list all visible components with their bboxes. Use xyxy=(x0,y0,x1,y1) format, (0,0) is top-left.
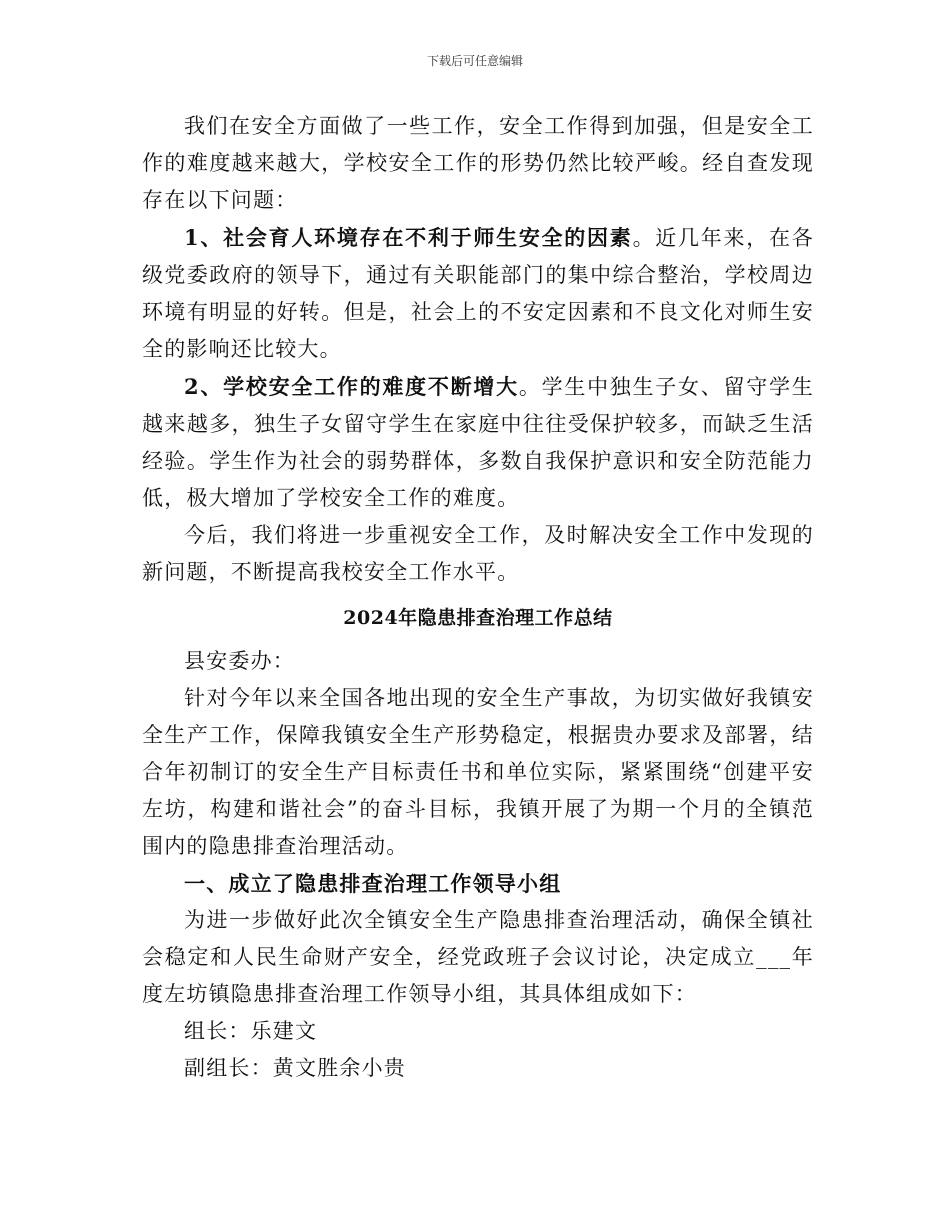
closing-paragraph: 今后，我们将进一步重视安全工作，及时解决安全工作中发现的新问题，不断提高我校安全工作水平。 xyxy=(142,523,814,584)
group-leader-line: 组长：乐建文 xyxy=(184,1019,318,1043)
body-paragraph-2: 为进一步做好此次全镇安全生产隐患排查治理活动，确保全镇社会稳定和人民生命财产安全，经党政班子会议讨论，决定成立___年度左坊镇隐患排查治理工作领导小组，其具体组成如下： xyxy=(142,908,814,1006)
problem-item-1-text: 。近几年来，在各级党委政府的领导下，通过有关职能部门的集中综合整治，学校周边环境有明显的好转。但是，社会上的不安定因素和不良文化对师生安全的影响还比较大。 xyxy=(142,226,814,361)
salutation: 县安委办： xyxy=(184,649,295,673)
document-body xyxy=(142,108,814,1087)
problem-item-1-heading: 1、社会育人环境存在不利于师生安全的因素 xyxy=(184,225,633,250)
section-heading-1: 一、成立了隐患排查治理工作领导小组 xyxy=(184,871,562,896)
document-title: 2024年隐患排查治理工作总结 xyxy=(343,607,613,629)
problem-item-1 xyxy=(142,219,814,368)
problem-item-2-text: 。学生中独生子女、留守学生越来越多，独生子女留守学生在家庭中往往受保护较多，而缺乏生活经验。学生作为社会的弱势群体，多数自我保护意识和安全防范能力低，极大增加了学校安全工作的难度。 xyxy=(142,375,814,510)
intro-paragraph: 我们在安全方面做了一些工作，安全工作得到加强，但是安全工作的难度越来越大，学校安全工作的形势仍然比较严峻。经自查发现存在以下问题： xyxy=(142,114,814,212)
problem-item-2 xyxy=(142,368,814,517)
body-paragraph-1: 针对今年以来全国各地出现的安全生产事故，为切实做好我镇安全生产工作，保障我镇安全生产形势稳定，根据贵办要求及部署，结合年初制订的安全生产目标责任书和单位实际，紧紧围绕“创建平安左坊，构建和谐社会”的奋斗目标，我镇开展了为期一个月的全镇范围内的隐患排查治理活动。 xyxy=(142,686,814,858)
problem-item-2-heading: 2、学校安全工作的难度不断增大 xyxy=(184,374,519,399)
page-header: 下载后可任意编辑 xyxy=(426,54,523,68)
deputy-leader-line: 副组长：黄文胜余小贵 xyxy=(184,1056,406,1080)
